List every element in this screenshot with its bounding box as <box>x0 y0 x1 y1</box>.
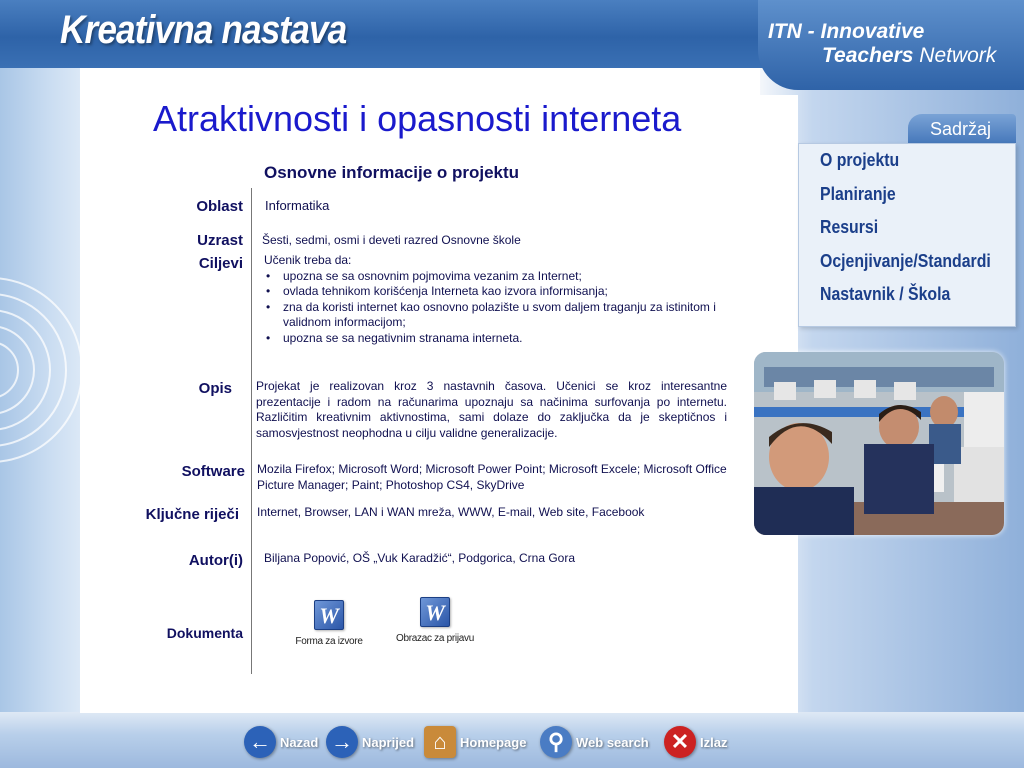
ciljevi-list <box>264 269 754 347</box>
word-document-icon[interactable]: W <box>314 600 344 630</box>
software-label: Software <box>181 463 245 480</box>
itn-subtitle-rest: Network <box>913 44 997 67</box>
nav-back-label[interactable]: Nazad <box>280 734 319 750</box>
document-link[interactable] <box>380 597 490 644</box>
uzrast-value: Šesti, sedmi, osmi i deveti razred Osnovne škole <box>262 233 521 247</box>
nav-web-search-label[interactable]: Web search <box>576 734 649 750</box>
ciljevi-intro: Učenik treba da: <box>264 253 352 267</box>
sidebar-item-resursi[interactable]: Resursi <box>820 217 879 237</box>
nav-exit-label[interactable]: Izlaz <box>700 734 728 750</box>
ciljevi-value <box>264 253 754 346</box>
nav-back-button[interactable] <box>244 722 318 762</box>
list-item: • upozna se sa negativnim stranama interneta. <box>264 331 754 347</box>
autor-value: Biljana Popović, OŠ „Vuk Karadžić“, Podgorica, Crna Gora <box>264 551 576 565</box>
nav-web-search-button[interactable] <box>540 722 649 762</box>
brand-logo: Kreativna nastava <box>60 8 347 52</box>
document-label[interactable]: Obrazac za prijavu <box>396 633 474 644</box>
list-item: • ovlada tehnikom korišćenja Interneta kao izvora informisanja; <box>264 284 754 300</box>
itn-subtitle <box>822 44 996 68</box>
sidebar-tab-label: Sadržaj <box>930 119 992 139</box>
section-heading: Osnovne informacije o projektu <box>264 163 520 182</box>
arrow-left-icon[interactable]: ← <box>244 726 276 758</box>
nav-exit-button[interactable] <box>664 722 727 762</box>
sidebar-item-ocjenjivanje[interactable]: Ocjenjivanje/Standardi <box>820 251 991 271</box>
list-item: • zna da koristi internet kao osnovno polazište u svom daljem traganju za istinitom i validnom informacijom; <box>264 300 754 331</box>
decorative-circles <box>0 260 90 480</box>
software-value: Mozila Firefox; Microsoft Word; Microsoft Power Point; Microsoft Excele; Microsoft Office Picture Manager; Paint; Photoshop CS4, SkyDrive <box>257 462 727 492</box>
itn-subtitle-bold: Teachers <box>822 44 914 67</box>
nav-home-button[interactable] <box>424 722 526 762</box>
opis-value: Projekat je realizovan kroz 3 nastavnih časova. Učenici se kroz interesantne prezentacije i radom na računarima upoznaju sa načinima surfovanja po internetu. Različitim kreativnim aktivnostima, sami dolaze do zaključka da je skeptičnos i samosvjestnost neophodna u cilju validne generalizacije. <box>256 379 727 440</box>
sidebar-item-o-projektu[interactable]: O projektu <box>820 150 900 170</box>
nav-forward-button[interactable] <box>326 722 414 762</box>
list-item: • upozna se sa osnovnim pojmovima vezanim za Internet; <box>264 269 754 285</box>
sidebar-item-planiranje[interactable]: Planiranje <box>820 184 896 204</box>
close-icon[interactable]: ✕ <box>664 726 696 758</box>
oblast-value: Informatika <box>265 198 330 213</box>
keywords-value: Internet, Browser, LAN i WAN mreža, WWW, E-mail, Web site, Facebook <box>257 505 645 519</box>
word-document-icon[interactable]: W <box>420 597 450 627</box>
sidebar-item-nastavnik-skola[interactable]: Nastavnik / Škola <box>820 284 951 304</box>
nav-forward-label[interactable]: Naprijed <box>362 734 415 750</box>
nav-home-label[interactable]: Homepage <box>460 734 527 750</box>
arrow-right-icon[interactable]: → <box>326 726 358 758</box>
keywords-label: Ključne riječi <box>145 506 239 523</box>
page-title: Atraktivnosti i opasnosti interneta <box>153 98 682 139</box>
home-icon[interactable]: ⌂ <box>424 726 456 758</box>
column-divider <box>251 188 252 674</box>
autor-label: Autor(i) <box>188 552 243 569</box>
uzrast-label: Uzrast <box>197 232 243 249</box>
classroom-photo <box>754 352 1004 535</box>
magnifier-icon[interactable]: ⚲ <box>540 726 572 758</box>
dokumenta-label: Dokumenta <box>166 625 243 641</box>
ciljevi-label: Ciljevi <box>198 255 243 272</box>
itn-title: ITN - Innovative <box>768 20 925 43</box>
document-label[interactable]: Forma za izvore <box>295 636 363 647</box>
oblast-label: Oblast <box>196 198 243 215</box>
document-link[interactable] <box>285 600 373 647</box>
opis-label: Opis <box>198 380 232 397</box>
